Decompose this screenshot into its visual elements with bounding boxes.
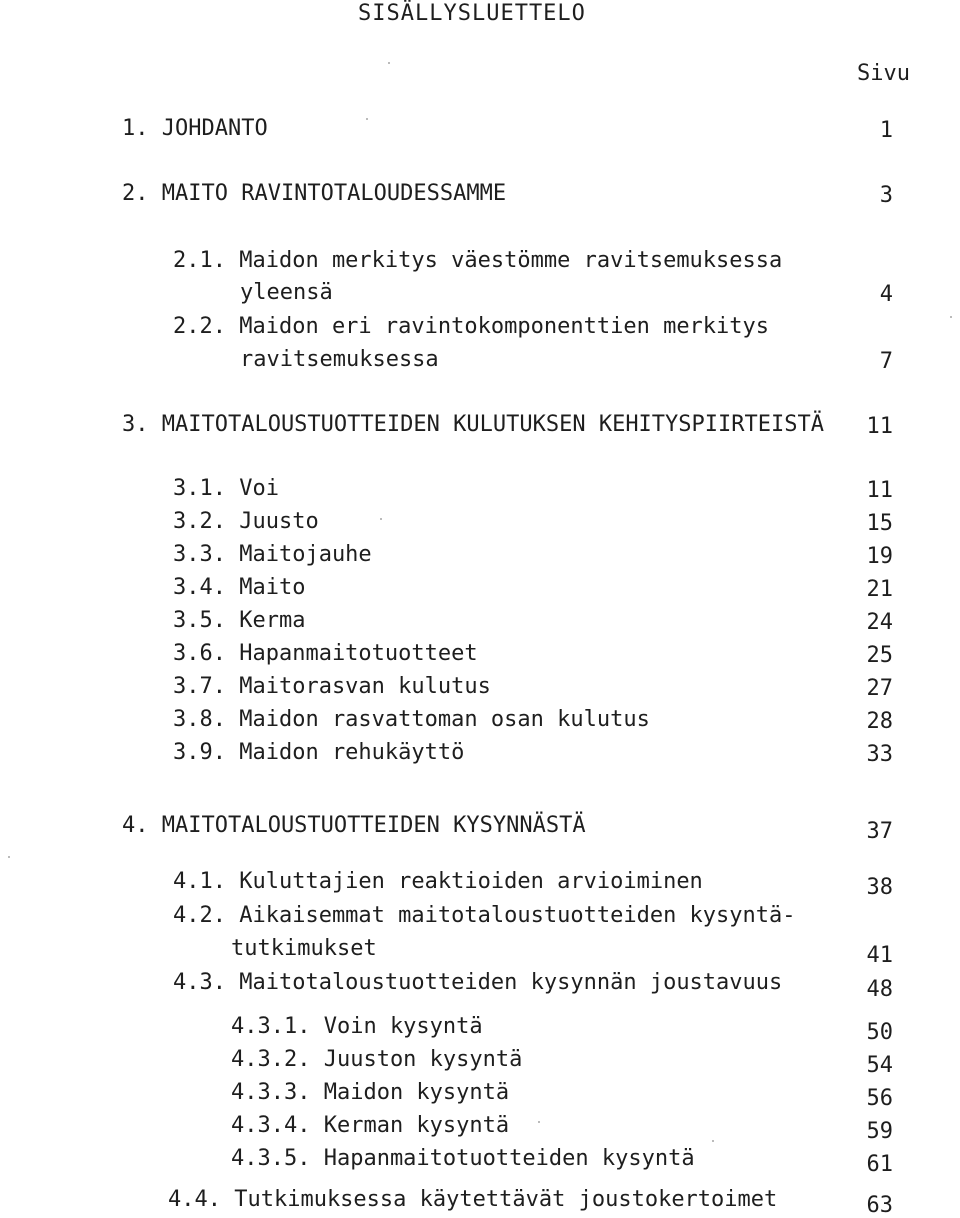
scan-speck	[388, 62, 390, 64]
toc-entry-label: 3. MAITOTALOUSTUOTTEIDEN KULUTUKSEN KEHITYSPIIRTEISTÄ	[122, 412, 824, 437]
toc-entry-label: 3.8. Maidon rasvattoman osan kulutus	[173, 707, 650, 732]
toc-entry-page: 7	[879, 349, 893, 374]
toc-entry-page: 27	[866, 676, 893, 701]
toc-entry-page: 24	[866, 610, 893, 635]
toc-entry-page: 11	[866, 478, 893, 503]
toc-entry-page: 41	[866, 943, 893, 968]
toc-entry-page: 50	[866, 1020, 893, 1045]
toc-entry-label: 2. MAITO RAVINTOTALOUDESSAMME	[122, 181, 507, 206]
toc-entry-page: 1	[879, 118, 893, 143]
toc-entry-label: ravitsemuksessa	[240, 347, 439, 372]
toc-entry-page: 4	[879, 282, 893, 307]
toc-entry-page: 59	[866, 1119, 893, 1144]
toc-entry-page: 15	[866, 511, 893, 536]
toc-entry-label: 4.1. Kuluttajien reaktioiden arvioiminen	[173, 869, 703, 894]
toc-entry-label: 3.1. Voi	[173, 476, 279, 501]
toc-entry-label: 3.5. Kerma	[173, 608, 306, 633]
scan-speck	[380, 518, 382, 520]
scan-speck	[538, 1121, 540, 1123]
page-title: SISÄLLYSLUETTELO	[358, 1, 586, 26]
toc-entry-page: 21	[866, 577, 893, 602]
toc-entry-page: 54	[866, 1053, 893, 1078]
scan-speck	[366, 118, 368, 120]
toc-entry-page: 63	[866, 1193, 893, 1218]
toc-entry-page: 11	[866, 414, 893, 439]
toc-entry-label: 3.7. Maitorasvan kulutus	[173, 674, 491, 699]
toc-entry-label: 3.6. Hapanmaitotuotteet	[173, 641, 478, 666]
toc-entry-page: 48	[866, 977, 893, 1002]
toc-entry-page: 33	[866, 742, 893, 767]
toc-entry-page: 38	[866, 875, 893, 900]
toc-entry-label: 4. MAITOTALOUSTUOTTEIDEN KYSYNNÄSTÄ	[122, 813, 586, 838]
toc-entry-label: 3.9. Maidon rehukäyttö	[173, 740, 465, 765]
toc-entry-page: 28	[866, 709, 893, 734]
toc-entry-label: 4.4. Tutkimuksessa käytettävät joustokertoimet	[168, 1187, 778, 1212]
toc-entry-page: 25	[866, 643, 893, 668]
toc-entry-label: 4.3.5. Hapanmaitotuotteiden kysyntä	[231, 1146, 695, 1171]
toc-entry-label: 4.2. Aikaisemmat maitotaloustuotteiden kysyntä-	[173, 903, 796, 928]
toc-entry-label: 2.1. Maidon merkitys väestömme ravitsemuksessa	[173, 248, 783, 273]
toc-entry-page: 37	[866, 819, 893, 844]
toc-entry-label: 4.3.1. Voin kysyntä	[231, 1014, 483, 1039]
toc-entry-label: 3.3. Maitojauhe	[173, 542, 372, 567]
scan-speck	[712, 1140, 714, 1142]
toc-entry-page: 3	[879, 183, 893, 208]
toc-entry-label: tutkimukset	[231, 936, 377, 961]
toc-entry-page: 61	[866, 1152, 893, 1177]
toc-entry-page: 56	[866, 1086, 893, 1111]
toc-entry-label: 2.2. Maidon eri ravintokomponenttien merkitys	[173, 314, 770, 339]
toc-entry-label: 1. JOHDANTO	[122, 116, 268, 141]
toc-entry-label: 4.3. Maitotaloustuotteiden kysynnän joustavuus	[173, 970, 783, 995]
toc-entry-page: 19	[866, 544, 893, 569]
scan-speck	[950, 316, 952, 318]
toc-entry-label: 4.3.4. Kerman kysyntä	[231, 1113, 510, 1138]
toc-entry-label: 3.4. Maito	[173, 575, 306, 600]
toc-entry-label: yleensä	[240, 280, 333, 305]
toc-entry-label: 3.2. Juusto	[173, 509, 319, 534]
scan-speck	[8, 856, 10, 858]
toc-entry-label: 4.3.2. Juuston kysyntä	[231, 1047, 523, 1072]
page-column-header: Sivu	[857, 61, 910, 86]
toc-entry-label: 4.3.3. Maidon kysyntä	[231, 1080, 510, 1105]
